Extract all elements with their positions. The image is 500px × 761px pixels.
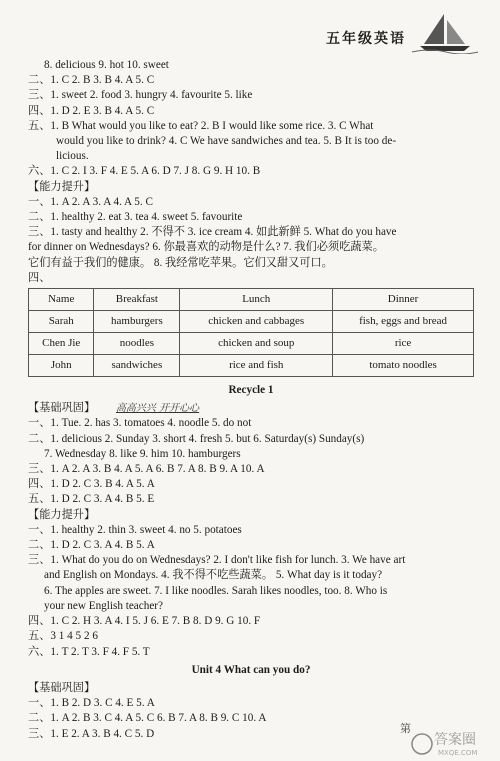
answer-line: 五、1. D 2. C 3. A 4. B 5. E [28, 493, 155, 506]
answer-line: 二、1. C 2. B 3. B 4. A 5. C [28, 74, 155, 87]
answer-line: 6. The apples are sweet. 7. I like noodles. Sarah likes noodles, too. 8. Who is [44, 584, 388, 597]
answer-line: 8. delicious 9. hot 10. sweet [44, 59, 169, 71]
answer-line: 三、1. tasty and healthy 2. 不得不 3. ice cream 4. 如此新鲜 5. What do you have [28, 226, 397, 239]
handwritten-note: 高高兴兴 开开心心 [115, 403, 200, 415]
table-cell: chicken and cabbages [180, 311, 333, 333]
page-header-title: 五年级英语 [326, 32, 406, 47]
logo-text: 答案圈 [434, 732, 476, 748]
table-cell: John [29, 355, 94, 377]
answer-line: 7. Wednesday 8. like 9. him 10. hamburgers [44, 447, 241, 460]
sailboat-icon [410, 10, 480, 54]
answer-line: 二、1. healthy 2. eat 3. tea 4. sweet 5. favourite [28, 211, 243, 224]
table-header-cell: Name [29, 289, 94, 311]
answer-line: 一、1. Tue. 2. has 3. tomatoes 4. noodle 5. do not [28, 417, 252, 430]
answer-line: 它们有益于我们的健康。 8. 我经常吃苹果。它们又甜又可口。 [28, 256, 333, 269]
table-cell: Sarah [29, 311, 94, 333]
table-cell: chicken and soup [180, 333, 333, 355]
answer-line: 四、1. D 2. C 3. B 4. A 5. A [28, 478, 155, 491]
table-cell: sandwiches [94, 355, 180, 377]
table-cell: fish, eggs and bread [333, 311, 474, 333]
table-cell: rice [333, 333, 474, 355]
answer-line: 四、 [28, 271, 51, 284]
meals-table [28, 288, 474, 377]
answer-line: 一、1. healthy 2. thin 3. sweet 4. no 5. potatoes [28, 523, 242, 536]
table-header-cell: Breakfast [94, 289, 180, 311]
answer-line: licious. [56, 150, 89, 163]
answer-line: 五、1. B What would you like to eat? 2. B I would like some rice. 3. C What [28, 119, 374, 132]
section-heading-row [28, 401, 474, 416]
answer-line: would you like to drink? 4. C We have sandwiches and tea. 5. B It is too de- [56, 135, 397, 148]
section-heading: 【能力提升】 [28, 508, 96, 521]
answer-line: and English on Mondays. 4. 我不得不吃些蔬菜。 5. What day is it today? [44, 569, 383, 582]
section-heading: 【基础巩固】 [28, 402, 96, 415]
answer-line: 一、1. B 2. D 3. C 4. E 5. A [28, 697, 155, 710]
answer-line: 四、1. D 2. E 3. B 4. A 5. C [28, 104, 155, 117]
answer-line: 二、1. delicious 2. Sunday 3. short 4. fresh 5. but 6. Saturday(s) Sunday(s) [28, 432, 365, 445]
table-cell: noodles [94, 333, 180, 355]
page-mark-text: 第 [400, 722, 411, 735]
recycle-title: Recycle 1 [228, 384, 274, 397]
unit-title: Unit 4 What can you do? [191, 663, 311, 676]
section-unit-3-answers [28, 58, 474, 286]
answer-line: 三、1. A 2. A 3. B 4. A 5. A 6. B 7. A 8. B 9. A 10. A [28, 463, 265, 476]
answer-content [28, 58, 474, 742]
table-row [29, 355, 474, 377]
answer-line: for dinner on Wednesdays? 6. 你最喜欢的动物是什么? 7. 我们必须吃蔬菜。 [28, 241, 384, 254]
table-header-cell: Lunch [180, 289, 333, 311]
answer-line: 一、1. A 2. A 3. A 4. A 5. C [28, 195, 153, 208]
table-row [29, 333, 474, 355]
table-cell: rice and fish [180, 355, 333, 377]
answer-line: 二、1. D 2. C 3. A 4. B 5. A [28, 539, 155, 552]
answer-line: your new English teacher? [44, 599, 163, 612]
table-cell: hamburgers [94, 311, 180, 333]
answer-line: 二、1. A 2. B 3. C 4. A 5. C 6. B 7. A 8. B 9. C 10. A [28, 712, 267, 725]
section-heading: 【能力提升】 [28, 180, 96, 193]
answer-line: 五、3 1 4 5 2 6 [28, 630, 98, 643]
table-cell: tomato noodles [333, 355, 474, 377]
section-heading: 【基础巩固】 [28, 681, 96, 694]
answer-line: 四、1. C 2. H 3. A 4. I 5. J 6. E 7. B 8. D 9. G 10. F [28, 615, 261, 628]
table-row [29, 311, 474, 333]
table-header-row [29, 289, 474, 311]
answer-line: 六、1. T 2. T 3. F 4. F 5. T [28, 645, 150, 658]
table-header-cell: Dinner [333, 289, 474, 311]
logo-url-text: MXQE.COM [438, 749, 478, 757]
answer-line: 三、1. What do you do on Wednesdays? 2. I don't like fish for lunch. 3. We have art [28, 554, 406, 567]
answer-site-logo [398, 718, 496, 758]
answer-line: 三、1. sweet 2. food 3. hungry 4. favourite 5. like [28, 89, 253, 102]
table-cell: Chen Jie [29, 333, 94, 355]
answer-line: 三、1. E 2. A 3. B 4. C 5. D [28, 727, 155, 740]
answer-line: 六、1. C 2. I 3. F 4. E 5. A 6. D 7. J 8. G 9. H 10. B [28, 165, 261, 178]
section-recycle-1-answers [28, 401, 474, 659]
